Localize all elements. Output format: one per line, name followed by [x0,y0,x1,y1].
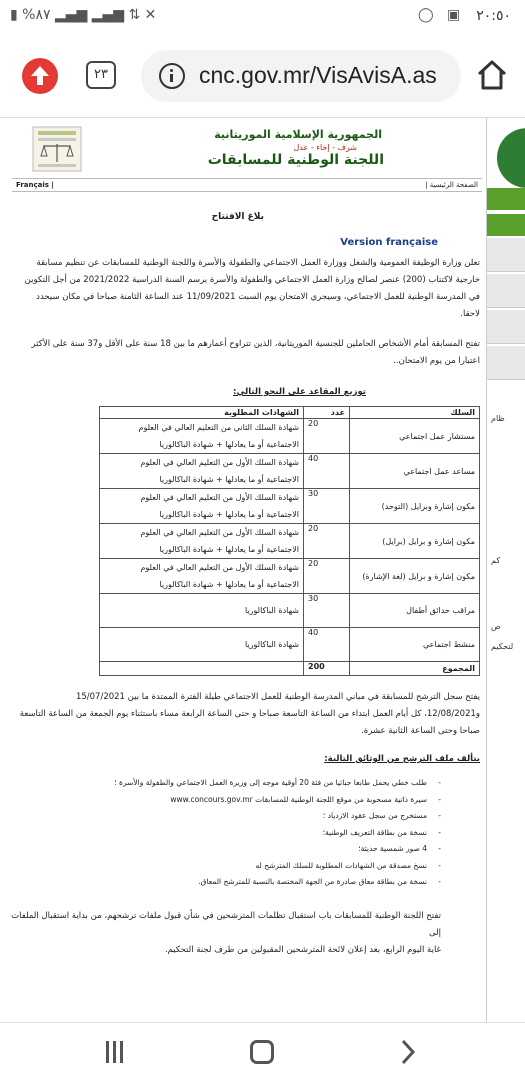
page-title: بلاغ الافتتاح [211,212,264,222]
sidebar-menu-item[interactable] [487,214,525,236]
eligibility-line: اعتبارا من يوم الامتحان.. [393,356,480,366]
seats-heading: توزيع المقاعد على النحو التالي: [233,387,366,397]
count-cell: 40 [304,454,350,489]
motto: شرف - إخاء - عدل [293,143,357,152]
home-link[interactable]: الصفحة الرئيسية | [425,181,478,189]
table-row [100,419,480,454]
sidebar-menu-item[interactable] [487,310,525,344]
diploma-line: الاجتماعية أو ما يعادلها + شهادة الباكالوريا [159,475,299,484]
french-version-link[interactable]: Version française [340,237,438,248]
diploma-line: شهادة السلك الثاني من التعليم العالي في العلوم [138,423,299,432]
total-count: 200 [304,662,350,676]
sidebar-menu-item[interactable] [487,274,525,308]
table-row [100,524,480,559]
sidebar-label[interactable]: ظام [491,414,505,423]
diploma-line: شهادة السلك الأول من التعليم العالي في العلوم [140,563,299,572]
diploma-cell [100,628,304,662]
table-row [100,628,480,662]
diploma-line: شهادة السلك الأول من التعليم العالي في العلوم [140,528,299,537]
commission-title: اللجنة الوطنية للمسابقات [207,152,384,168]
sidebar-label[interactable]: ص [491,622,501,631]
android-nav-bar [0,1022,525,1080]
registration-line: صباحا وحتى الساعة الثانية عشرة. [361,726,480,736]
whatsapp-icon: ◯ [418,7,434,23]
url-bar[interactable] [141,50,461,102]
table-row [100,594,480,628]
status-icons-left: ▮ %٨٧ ▂▄▆ ▂▄▆ ⇅ ✕ [10,7,157,23]
back-icon[interactable] [400,1039,416,1065]
registration-line: و12/08/2021، كل أيام العمل ابتداء من الساعة التاسعة صباحا و حتى الساعة الرابعة مساء باستثناء يوم الجمعة من الساعة التاسعة [19,709,480,719]
table-header-row [100,407,480,419]
intro-line: في المدرسة الوطنية للعمل الاجتماعي، وسيجري الامتحان يوم السبت 11/09/2021 عند الساعة الثامنة صباحا في مكان سيحدد [36,292,480,302]
web-page [0,118,525,1022]
diploma-line: شهادة السلك الأول من التعليم العالي في العلوم [140,493,299,502]
intro-paragraph [2,255,480,323]
sidebar-label[interactable]: كم [491,556,501,565]
table-row [100,489,480,524]
gallery-icon: ▣ [447,7,461,23]
right-sidebar [487,118,525,1022]
diploma-line: الاجتماعية أو ما يعادلها + شهادة الباكالوريا [159,440,299,449]
diploma-cell [100,524,304,559]
upload-icon[interactable] [20,56,60,96]
count-cell: 20 [304,419,350,454]
diploma-line: شهادة السلك الأول من التعليم العالي في العلوم [140,458,299,467]
table-total-row [100,662,480,676]
list-item: - سيرة ذاتية مسحوبة من موقع اللجنة الوطنية للمسابقات www.concours.gov.mr [16,792,441,809]
total-label: المجموع [350,662,480,676]
list-item: - نسخة من بطاقة معاق صادرة من الجهة المختصة بالنسبة للمترشح المعاق. [16,874,441,891]
browser-toolbar [0,36,525,118]
intro-line: لاحقا. [460,309,480,319]
closing-paragraph [1,908,441,959]
corps-cell: مكون إشارة و برايل (برايل) [350,524,480,559]
count-cell: 20 [304,524,350,559]
table-row [100,559,480,594]
registration-line: يفتح سجل الترشح للمسابقة في مباني المدرسة الوطنية للعمل الاجتماعي طيلة الفترة الممتدة ما بين 15/07/2021 [75,692,480,702]
diploma-cell [100,594,304,628]
intro-line: خارجية لاكتتاب (200) عنصر لصالح وزارة العمل الاجتماعي والطفولة والأسرة برسم السنة الدراسية 2021/2022 من أجل التكوين [24,275,480,285]
corps-cell: مستشار عمل اجتماعي [350,419,480,454]
closing-line: غاية اليوم الرابع، بعد إعلان لائحة المترشحين المقبولين من طرف لجنة التحكيم. [164,945,441,955]
corps-cell: منشط اجتماعي [350,628,480,662]
sidebar-menu-item[interactable] [487,188,525,210]
top-nav [12,178,482,192]
header-corps: السلك [350,407,480,419]
eligibility-line: تفتح المسابقة أمام الأشخاص الحاملين للجنسية الموريتانية، الذين تتراوح أعمارهم ما بين 18 سنة على الأقل و37 سنة على الأكثر [31,339,480,349]
corps-cell: مكون إشارة وبرايل (التوحد) [350,489,480,524]
table-row [100,454,480,489]
corps-cell: مراقب حدائق أطفال [350,594,480,628]
count-cell: 40 [304,628,350,662]
sidebar-menu-item[interactable] [487,238,525,272]
count-cell: 30 [304,489,350,524]
list-item: - طلب خطي يحمل طابعا جبائيا من فئة 20 أوقية موجه إلى وزيرة العمل الاجتماعي والطفولة والأسرة ؛ [16,775,441,792]
count-cell: 20 [304,559,350,594]
corps-cell: مساعد عمل اجتماعي [350,454,480,489]
french-link[interactable]: Français | [16,181,54,189]
count-cell: 30 [304,594,350,628]
clock: ٢٠:٥٠ [476,8,511,24]
diploma-cell [100,489,304,524]
intro-line: تعلن وزارة الوظيفة العمومية والشغل ووزارة العمل الاجتماعي والطفولة والأسرة واللجنة الوطنية للمسابقات عن تنظيم مسابقة [36,258,480,268]
documents-list [16,775,441,891]
seats-table [99,406,480,676]
registration-paragraph [2,689,480,740]
info-icon[interactable] [159,63,185,89]
header-count: عدد [304,407,350,419]
diploma-line: شهادة الباكالوريا [245,606,299,615]
diploma-cell [100,559,304,594]
emblem-logo [497,128,525,188]
list-item: - 4 صور شمسية حديثة؛ [16,841,441,858]
diploma-line: الاجتماعية أو ما يعادلها + شهادة الباكالوريا [159,510,299,519]
site-header [12,122,482,176]
recent-apps-icon[interactable] [104,1041,126,1063]
url-text[interactable]: cnc.gov.mr/VisAvisA.as [199,62,437,88]
diploma-cell [100,454,304,489]
diploma-line: شهادة الباكالوريا [245,640,299,649]
main-content [0,118,487,1022]
eligibility-paragraph [2,336,480,370]
republic-title: الجمهورية الإسلامية الموريتانية [214,128,382,141]
diploma-line: الاجتماعية أو ما يعادلها + شهادة الباكالوريا [159,580,299,589]
corps-cell: مكون إشارة و برايل (لغة الإشارة) [350,559,480,594]
home-button-icon[interactable] [250,1040,274,1064]
closing-line: تفتح اللجنة الوطنية للمسابقات باب استقبال تظلمات المترشحين في شأن قبول ملفات ترشحهم، من بداية استقبال الملفات إلى [11,911,441,938]
list-item: - مستخرج من سجل عقود الازدياد ؛ [16,808,441,825]
tab-switcher-button[interactable]: ٢٣ [86,61,116,89]
documents-heading: يتألف ملف الترشح من الوثائق التالية: [324,754,480,764]
total-empty-cell [100,662,304,676]
list-item: - نسخة من بطاقة التعريف الوطنية؛ [16,825,441,842]
cnc-logo [32,126,82,172]
home-icon[interactable] [475,58,509,92]
status-bar [0,0,525,36]
diploma-cell [100,419,304,454]
sidebar-label[interactable]: لتحكيم [491,642,514,651]
header-diploma: الشهادات المطلوبة [100,407,304,419]
list-item: - نسخ مصدقة من الشهادات المطلوبة للسلك المترشح له [16,858,441,875]
sidebar-menu-item[interactable] [487,346,525,380]
diploma-line: الاجتماعية أو ما يعادلها + شهادة الباكالوريا [159,545,299,554]
